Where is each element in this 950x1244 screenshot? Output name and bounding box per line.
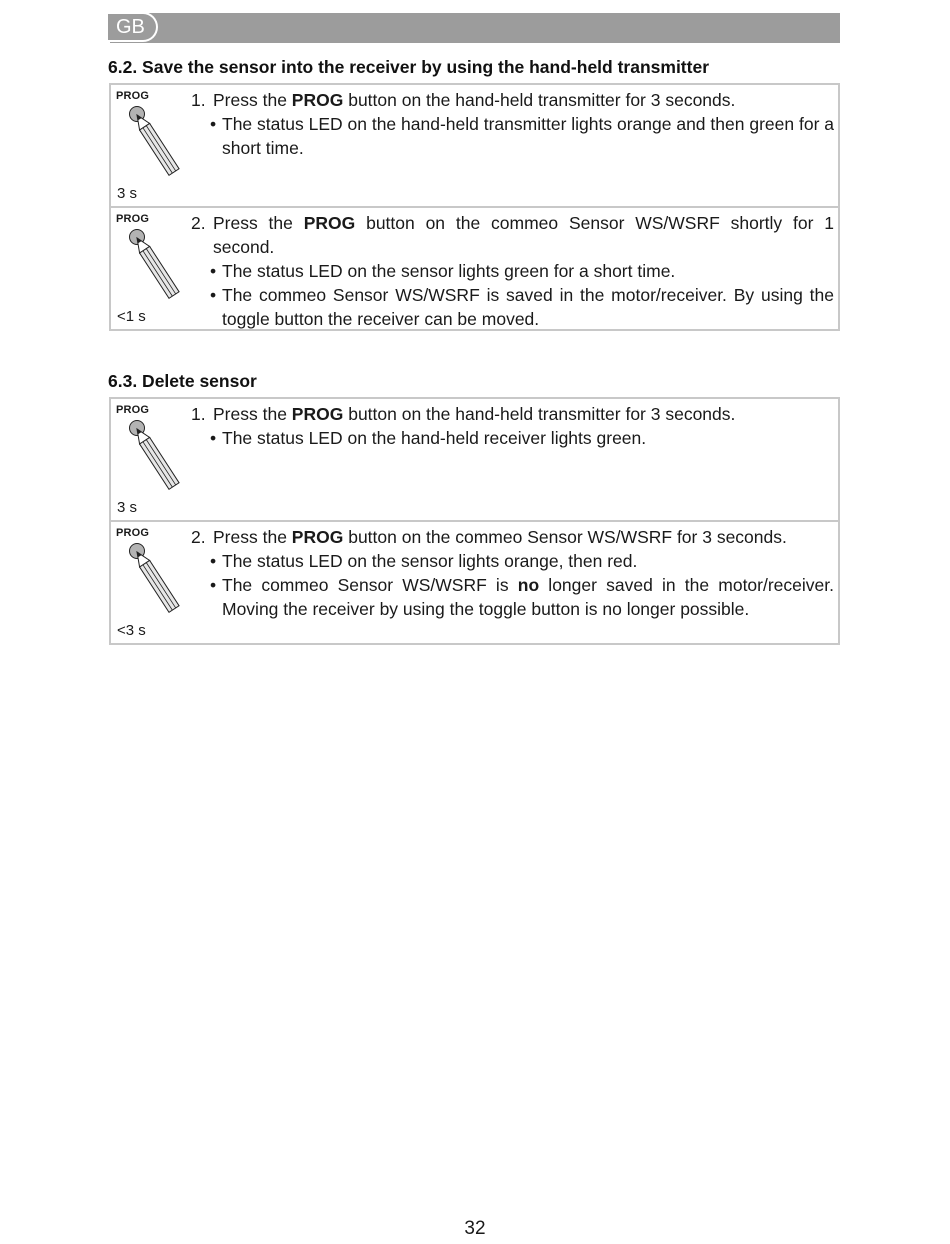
- step-instruction: 1. Press the PROG button on the hand-held transmitter for 3 seconds.: [191, 90, 736, 110]
- prog-label: PROG: [116, 527, 150, 539]
- prog-button-illustration: [111, 522, 181, 643]
- bullet-icon: •: [210, 575, 217, 595]
- step-row: [111, 520, 838, 643]
- pen-press-icon: [121, 417, 187, 495]
- prog-button-illustration: [111, 85, 181, 206]
- step-row: [111, 399, 838, 520]
- step-number: 2.: [191, 527, 206, 547]
- pen-press-icon: [121, 103, 187, 181]
- step-instruction: 2. Press the PROG button on the commeo Sensor WS/WSRF for 3 seconds.: [191, 527, 787, 547]
- pen-press-icon: [121, 226, 187, 304]
- section-title: 6.2. Save the sensor into the receiver by using the hand-held transmitter: [108, 57, 709, 77]
- bullet-icon: •: [210, 551, 217, 571]
- prog-label: PROG: [116, 213, 150, 225]
- prog-keyword: PROG: [291, 404, 344, 424]
- duration-label: <1 s: [117, 308, 146, 325]
- step-text: [191, 88, 834, 160]
- bullet-item: • The status LED on the hand-held transmitter lights orange and then green for a short time.: [210, 114, 834, 158]
- section-title: 6.3. Delete sensor: [108, 371, 257, 391]
- step-table: [109, 83, 840, 331]
- bullet-item: • The commeo Sensor WS/WSRF is no longer saved in the motor/receiver. Moving the receiver by using the toggle button is no longer possible.: [210, 575, 834, 619]
- bullet-icon: •: [210, 114, 217, 134]
- prog-label: PROG: [116, 90, 150, 102]
- pen-press-icon: [121, 540, 187, 618]
- bullet-item: • The status LED on the sensor lights green for a short time.: [210, 261, 676, 281]
- step-text: [191, 525, 834, 621]
- step-row: [111, 85, 838, 206]
- duration-label: 3 s: [117, 499, 138, 516]
- bullet-item: • The status LED on the hand-held receiver lights green.: [210, 428, 647, 448]
- prog-button-illustration: [111, 399, 181, 520]
- language-badge: GB: [108, 12, 158, 42]
- step-row: [111, 206, 838, 329]
- bullet-icon: •: [210, 428, 217, 448]
- prog-keyword: PROG: [291, 90, 344, 110]
- step-text: [191, 402, 834, 450]
- step-instruction: 2. Press the PROG button on the commeo Sensor WS/WSRF shortly for 1 second.: [191, 213, 834, 257]
- step-instruction: 1. Press the PROG button on the hand-held transmitter for 3 seconds.: [191, 404, 736, 424]
- bullet-item: • The commeo Sensor WS/WSRF is saved in the motor/receiver. By using the toggle button the receiver can be moved.: [210, 285, 834, 329]
- prog-keyword: PROG: [303, 213, 356, 233]
- prog-keyword: PROG: [291, 527, 344, 547]
- step-number: 2.: [191, 213, 206, 233]
- step-text: [191, 211, 834, 331]
- no-keyword: no: [517, 575, 540, 595]
- duration-label: <3 s: [117, 622, 146, 639]
- bullet-item: • The status LED on the sensor lights orange, then red.: [210, 551, 638, 571]
- bullet-icon: •: [210, 285, 217, 305]
- step-number: 1.: [191, 404, 206, 424]
- prog-label: PROG: [116, 404, 150, 416]
- step-number: 1.: [191, 90, 206, 110]
- bullet-icon: •: [210, 261, 217, 281]
- header-bar: [110, 13, 840, 43]
- step-table: [109, 397, 840, 645]
- prog-button-illustration: [111, 208, 181, 329]
- duration-label: 3 s: [117, 185, 138, 202]
- page-number: 32: [464, 1218, 486, 1239]
